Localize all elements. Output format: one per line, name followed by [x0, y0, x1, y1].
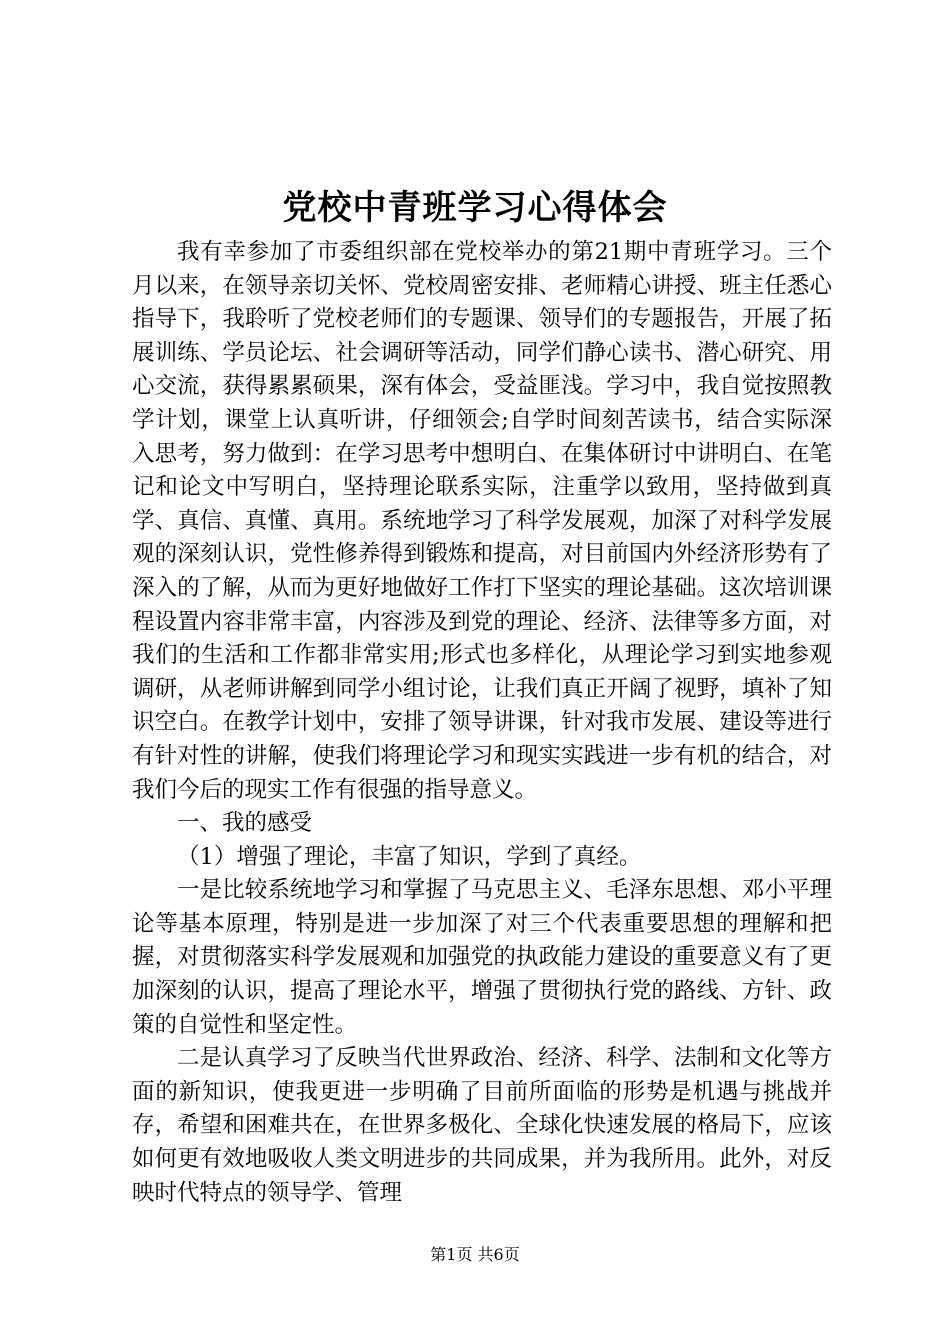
section-heading: 一、我的感受 [177, 810, 313, 837]
document-title: 党校中青班学习心得体会 [282, 188, 668, 228]
paragraph-point-two: 二是认真学习了反映当代世界政治、经济、科学、法制和文化等方面的新知识，使我更进一步明确了目前所面临的形势是机遇与挑战并存，希望和困难共在，在世界多极化、全球化快速发展的格局下，应该如何更有效地吸收人类文明进步的共同成果，并为我所用。此外，对反映时代特点的领导学、管理 [132, 1045, 832, 1206]
paragraph-point-one: 一是比较系统地学习和掌握了马克思主义、毛泽东思想、邓小平理论等基本原理，特别是进一步加深了对三个代表重要思想的理解和把握，对贯彻落实科学发展观和加强党的执政能力建设的重要意义有了更加深刻的认识，提高了理论水平，增强了贯彻执行党的路线、方针、政策的自觉性和坚定性。 [132, 877, 832, 1038]
paragraph-intro: 我有幸参加了市委组织部在党校举办的第21期中青班学习。三个月以来，在领导亲切关怀、党校周密安排、老师精心讲授、班主任悉心指导下，我聆听了党校老师们的专题课、领导们的专题报告，开展了拓展训练、学员论坛、社会调研等活动，同学们静心读书、潜心研究、用心交流，获得累累硕果，深有体会，受益匪浅。学习中，我自觉按照教学计划，课堂上认真听讲，仔细领会;自学时间刻苦读书，结合实际深入思考，努力做到：在学习思考中想明白、在集体研讨中讲明白、在笔记和论文中写明白，坚持理论联系实际，注重学以致用，坚持做到真学、真信、真懂、真用。系统地学习了科学发展观，加深了对科学发展观的深刻认识，党性修养得到锻炼和提高，对目前国内外经济形势有了深入的了解，从而为更好地做好工作打下坚实的理论基础。这次培训课程设置内容非常丰富，内容涉及到党的理论、经济、法律等多方面，对我们的生活和工作都非常实用;形式也多样化，从理论学习到实地参观调研，从老师讲解到同学小组讨论，让我们真正开阔了视野，填补了知识空白。在教学计划中，安排了领导讲课，针对我市发展、建设等进行有针对性的讲解，使我们将理论学习和现实实践进一步有机的结合，对我们今后的现实工作有很强的指导意义。 [132, 239, 832, 803]
document-body [132, 236, 832, 1210]
subsection-heading: （1）增强了理论，丰富了知识，学到了真经。 [177, 843, 642, 870]
page-footer: 第1页 共6页 [430, 1245, 520, 1264]
